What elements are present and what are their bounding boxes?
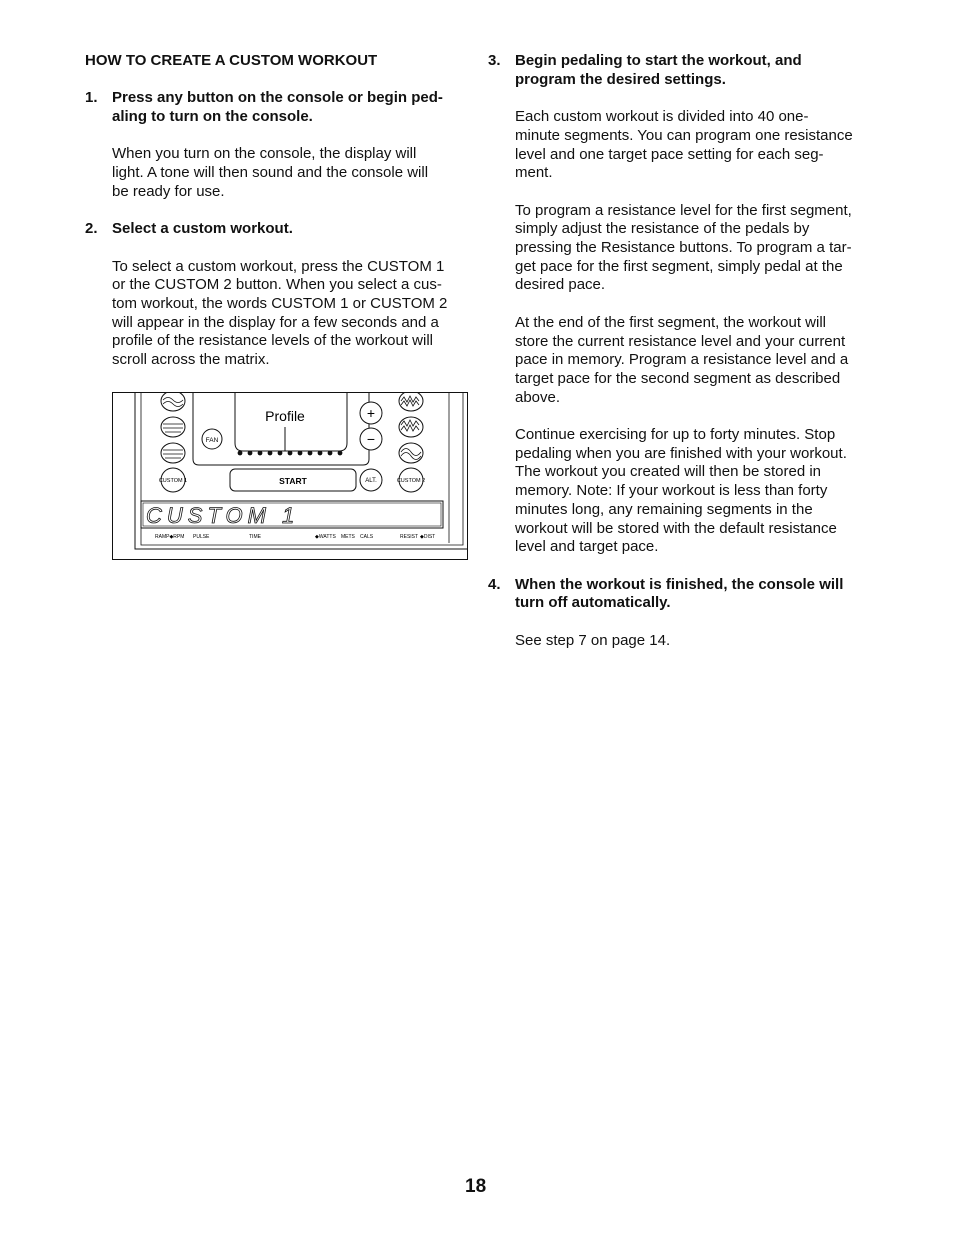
matrix-dot [278, 451, 283, 456]
body-line: See step 7 on page 14. [515, 631, 671, 649]
body-line: level and one target pace setting for each seg- [515, 145, 824, 163]
display-label: RESIST [400, 534, 419, 540]
body-line: pace in memory. Program a resistance level and a [515, 351, 849, 369]
plus-icon: + [366, 405, 376, 421]
matrix-dot [248, 451, 253, 456]
body-line: memory. Note: If your workout is less than forty [515, 482, 828, 500]
display-label: PULSE [193, 534, 210, 540]
matrix-dot [318, 451, 323, 456]
step-body [515, 108, 873, 183]
step-title-line: Select a custom workout. [112, 220, 293, 238]
body-line: pressing the Resistance buttons. To program a tar- [515, 239, 852, 256]
body-line: level and target pace. [515, 538, 659, 556]
fan-button-label: FAN [205, 437, 219, 444]
step-number: 4. [488, 575, 501, 593]
body-line: pedaling when you are finished with your workout. [515, 444, 847, 462]
body-line: Each custom workout is divided into 40 one- [515, 108, 809, 126]
body-line: tom workout, the words CUSTOM 1 or CUSTOM 2 [112, 295, 448, 313]
lcd-display-text: CUSTOM 1 [146, 503, 300, 528]
console-illustration [113, 393, 467, 559]
matrix-dot [288, 451, 293, 456]
step-title-line: turn off automatically. [515, 594, 671, 612]
right-column [488, 52, 873, 669]
program-icon-left [161, 393, 185, 411]
console-figure [112, 392, 468, 560]
matrix-dot [258, 451, 263, 456]
step-number: 3. [488, 52, 501, 69]
body-line: simply adjust the resistance of the pedals by [515, 220, 810, 238]
body-line: When you turn on the console, the display will [112, 145, 417, 163]
body-line: At the end of the first segment, the workout will [515, 313, 826, 331]
profile-callout-label: Profile [265, 408, 305, 424]
matrix-dot [308, 451, 313, 456]
step-title-line: When the workout is finished, the console will [515, 575, 844, 593]
program-icon-right [399, 417, 423, 437]
step-4 [488, 576, 873, 613]
step-body [515, 426, 873, 557]
body-line: minutes long, any remaining segments in the [515, 500, 813, 518]
body-line: or the CUSTOM 2 button. When you select a cus- [112, 276, 442, 294]
body-line: be ready for use. [112, 182, 225, 200]
body-line: minute segments. You can program one resistance [515, 126, 853, 144]
display-label: RAMP◆RPM [155, 534, 185, 540]
program-icon-right [399, 443, 423, 463]
matrix-dot [238, 451, 243, 456]
step-number: 2. [85, 220, 98, 238]
step-title-line: program the desired settings. [515, 70, 726, 88]
custom-1-label: CUSTOM 1 [158, 478, 188, 484]
matrix-dot [328, 451, 333, 456]
step-body [515, 632, 873, 651]
display-label: ◆DIST [420, 534, 436, 540]
step-3 [488, 52, 873, 89]
step-body [112, 258, 470, 370]
alt-button-label: ALT. [365, 478, 377, 484]
body-line: ment. [515, 164, 553, 182]
step-2 [85, 220, 470, 239]
body-line: target pace for the second segment as described [515, 369, 841, 387]
step-title-line: Begin pedaling to start the workout, and [515, 52, 802, 69]
matrix-dot [338, 451, 343, 456]
step-body [515, 314, 873, 408]
body-line: will appear in the display for a few seconds and a [112, 313, 439, 331]
left-column [85, 52, 470, 389]
page-number: 18 [465, 1176, 487, 1197]
step-title [112, 220, 293, 239]
body-line: The workout you created will then be stored in [515, 463, 821, 481]
body-line: light. A tone will then sound and the console will [112, 164, 429, 182]
body-line: Continue exercising for up to forty minutes. Stop [515, 426, 836, 443]
step-title-line: aling to turn on the console. [112, 108, 313, 126]
matrix-dot [298, 451, 303, 456]
start-button-label: START [279, 476, 307, 486]
display-labels [155, 534, 435, 540]
body-line: profile of the resistance levels of the workout will [112, 332, 433, 350]
step-title [515, 576, 843, 613]
body-line: To program a resistance level for the first segment, [515, 201, 852, 219]
step-title-line: Press any button on the console or begin ped- [112, 89, 443, 107]
display-label: METS [341, 534, 355, 540]
program-icon-left [161, 417, 185, 437]
program-icon-right [399, 393, 423, 411]
display-label: ◆WATTS [315, 534, 336, 540]
step-body [515, 202, 873, 296]
program-icon-left [161, 443, 185, 463]
step-body [112, 145, 470, 201]
custom-2-label: CUSTOM 2 [396, 478, 426, 484]
body-line: scroll across the matrix. [112, 351, 270, 369]
display-label: CALS [360, 534, 374, 540]
matrix-dot [268, 451, 273, 456]
body-line: desired pace. [515, 276, 606, 294]
body-line: get pace for the first segment, simply pedal at the [515, 257, 843, 275]
display-label: TIME [249, 534, 261, 540]
step-1 [85, 89, 470, 126]
step-number: 1. [85, 89, 98, 107]
body-line: above. [515, 388, 561, 406]
minus-icon: − [366, 431, 376, 447]
step-title [515, 52, 802, 89]
body-line: workout will be stored with the default resistance [515, 519, 837, 537]
body-line: store the current resistance level and your current [515, 332, 846, 350]
section-heading: HOW TO CREATE A CUSTOM WORKOUT [85, 52, 378, 69]
step-title [112, 89, 443, 126]
body-line: To select a custom workout, press the CUSTOM 1 [112, 257, 445, 275]
